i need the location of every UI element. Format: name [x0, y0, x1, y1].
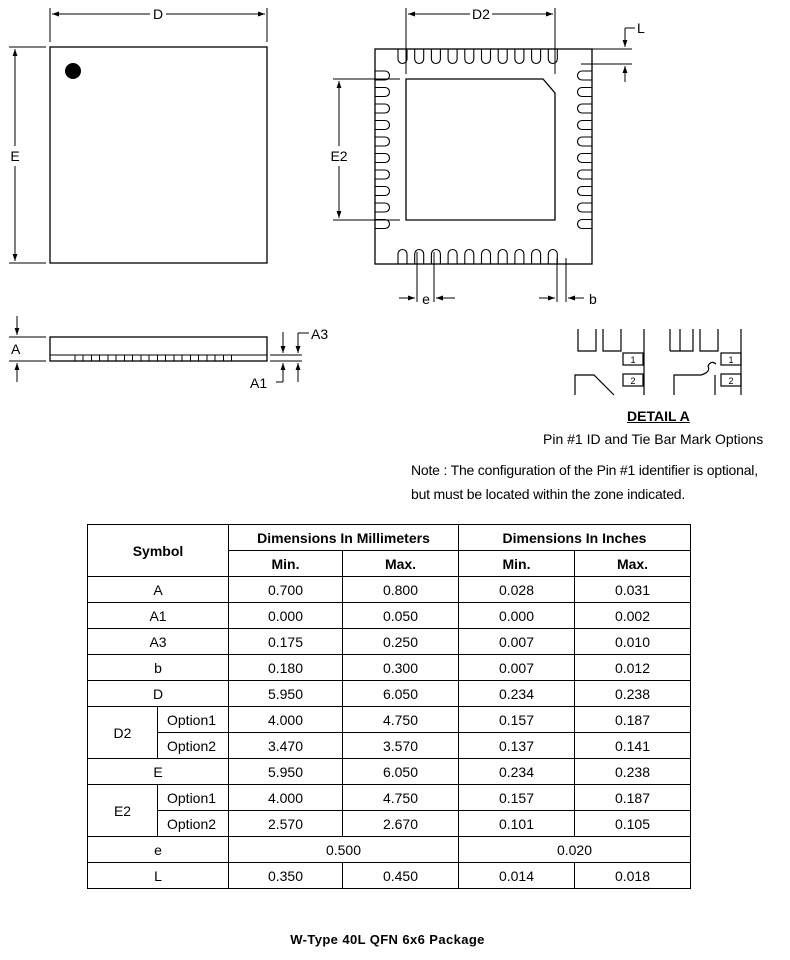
side-pad: [108, 355, 116, 361]
side-view: [9, 316, 328, 391]
in-max-cell: 0.187: [575, 785, 691, 811]
header-mm-max: Max.: [343, 551, 459, 577]
pad-left: [375, 137, 390, 146]
mm-min-cell: 4.000: [229, 707, 343, 733]
pad-right: [578, 137, 593, 146]
symbol-cell: A1: [88, 603, 229, 629]
pad-top: [548, 49, 557, 64]
side-pad: [158, 355, 166, 361]
dim-label-l: L: [637, 20, 645, 36]
in-min-cell: 0.000: [459, 603, 575, 629]
table-row: [88, 863, 691, 889]
dim-label-b: b: [589, 291, 597, 307]
table-row: [88, 837, 691, 863]
table-row: [88, 785, 691, 811]
pad-left: [375, 88, 390, 97]
package-caption: W-Type 40L QFN 6x6 Package: [290, 932, 485, 947]
in-max-cell: 0.012: [575, 655, 691, 681]
mm-min-cell: 5.950: [229, 759, 343, 785]
detail-a2-pin2: 2: [728, 376, 734, 386]
pad-top: [532, 49, 541, 64]
pad-top: [415, 49, 424, 64]
in-min-cell: 0.007: [459, 655, 575, 681]
table-row: [88, 603, 691, 629]
table-row: [88, 707, 691, 733]
note-line-2: but must be located within the zone indicated.: [411, 486, 686, 502]
in-min-cell: 0.028: [459, 577, 575, 603]
pad-bottom: [498, 250, 507, 264]
pad-top: [465, 49, 474, 64]
in-min-cell: 0.157: [459, 707, 575, 733]
mm-max-cell: 0.300: [343, 655, 459, 681]
in-min-cell: 0.137: [459, 733, 575, 759]
symbol-cell: A3: [88, 629, 229, 655]
pad-right: [578, 88, 593, 97]
pad-top: [448, 49, 457, 64]
bottom-view-body: [375, 49, 592, 264]
symbol-cell: E2: [88, 785, 158, 837]
in-min-cell: 0.007: [459, 629, 575, 655]
header-mm-min: Min.: [229, 551, 343, 577]
symbol-cell: A: [88, 577, 229, 603]
header-in: Dimensions In Inches: [459, 525, 691, 551]
pad-left: [375, 121, 390, 130]
pad-left: [375, 203, 390, 212]
table-row: [88, 629, 691, 655]
pad-bottom: [482, 250, 491, 264]
pad-left: [375, 104, 390, 113]
in-min-cell: 0.157: [459, 785, 575, 811]
mm-min-cell: 4.000: [229, 785, 343, 811]
detail-title: DETAIL A: [627, 408, 690, 424]
pad-right: [578, 170, 593, 179]
side-pad: [141, 355, 149, 361]
header-mm: Dimensions In Millimeters: [229, 525, 459, 551]
side-pad: [207, 355, 215, 361]
mm-min-cell: 0.350: [229, 863, 343, 889]
mm-max-cell: 6.050: [343, 759, 459, 785]
pad-bottom: [515, 250, 524, 264]
in-max-cell: 0.105: [575, 811, 691, 837]
pad-right: [578, 154, 593, 163]
detail-a1-pin1: 1: [630, 355, 636, 365]
exposed-pad: [406, 79, 555, 220]
side-pad: [191, 355, 199, 361]
dim-label-e-pitch: e: [422, 291, 430, 307]
in-min-cell: 0.234: [459, 681, 575, 707]
mm-min-cell: 5.950: [229, 681, 343, 707]
pad-left: [375, 220, 390, 229]
header-in-max: Max.: [575, 551, 691, 577]
symbol-cell: e: [88, 837, 229, 863]
dim-label-a: A: [11, 341, 21, 357]
pad-left: [375, 154, 390, 163]
in-max-cell: 0.187: [575, 707, 691, 733]
mm-max-cell: 0.450: [343, 863, 459, 889]
pad-right: [578, 203, 593, 212]
option-cell: Option2: [158, 811, 229, 837]
mm-max-cell: 2.670: [343, 811, 459, 837]
pad-bottom: [465, 250, 474, 264]
header-in-min: Min.: [459, 551, 575, 577]
mm-min-cell: 2.570: [229, 811, 343, 837]
dim-label-d2: D2: [472, 6, 490, 22]
side-view-pads: [75, 355, 232, 361]
pad-right: [578, 71, 593, 80]
pad-top: [515, 49, 524, 64]
option-cell: Option1: [158, 785, 229, 811]
in-max-cell: 0.002: [575, 603, 691, 629]
mm-max-cell: 4.750: [343, 707, 459, 733]
dimension-table: [87, 524, 691, 889]
symbol-cell: D: [88, 681, 229, 707]
mm-max-cell: 0.250: [343, 629, 459, 655]
pin1-dot-icon: [65, 63, 81, 79]
bottom-view-pads: [375, 49, 592, 264]
mm-min-cell: 0.180: [229, 655, 343, 681]
mm-max-cell: 0.800: [343, 577, 459, 603]
detail-subtitle: Pin #1 ID and Tie Bar Mark Options: [543, 431, 764, 447]
bottom-view: [330, 6, 645, 307]
in-max-cell: 0.031: [575, 577, 691, 603]
in-max-cell: 0.238: [575, 759, 691, 785]
table-row: [88, 577, 691, 603]
dim-label-e2: E2: [330, 148, 348, 164]
mm-min-cell: 0.000: [229, 603, 343, 629]
in-nominal-cell: 0.020: [459, 837, 691, 863]
mm-min-cell: 3.470: [229, 733, 343, 759]
note-line-1: Note : The configuration of the Pin #1 identifier is optional,: [411, 462, 758, 478]
pad-bottom: [448, 250, 457, 264]
mm-max-cell: 4.750: [343, 785, 459, 811]
pad-right: [578, 187, 593, 196]
table-row: [88, 733, 691, 759]
pad-top: [498, 49, 507, 64]
mm-min-cell: 0.175: [229, 629, 343, 655]
table-row: [88, 681, 691, 707]
top-view: [9, 6, 267, 263]
option-cell: Option2: [158, 733, 229, 759]
side-pad: [224, 355, 232, 361]
side-pad: [125, 355, 133, 361]
mm-min-cell: 0.700: [229, 577, 343, 603]
mm-max-cell: 0.050: [343, 603, 459, 629]
dim-label-a1: A1: [250, 375, 268, 391]
mm-max-cell: 6.050: [343, 681, 459, 707]
symbol-cell: D2: [88, 707, 158, 759]
pad-bottom: [415, 250, 424, 264]
table-row: [88, 759, 691, 785]
pad-bottom: [398, 250, 407, 264]
side-pad: [75, 355, 83, 361]
mm-nominal-cell: 0.500: [229, 837, 459, 863]
pad-left: [375, 170, 390, 179]
in-max-cell: 0.010: [575, 629, 691, 655]
table-row: [88, 811, 691, 837]
table-row: [88, 655, 691, 681]
pad-right: [578, 104, 593, 113]
in-min-cell: 0.234: [459, 759, 575, 785]
dim-label-e: E: [10, 148, 20, 164]
pad-left: [375, 187, 390, 196]
detail-a2-pin1: 1: [728, 355, 734, 365]
in-max-cell: 0.141: [575, 733, 691, 759]
symbol-cell: E: [88, 759, 229, 785]
in-min-cell: 0.101: [459, 811, 575, 837]
detail-a1-pin2: 2: [630, 376, 636, 386]
header-symbol: Symbol: [88, 525, 229, 577]
pad-bottom: [532, 250, 541, 264]
dim-label-d: D: [152, 6, 164, 22]
top-view-body: [50, 47, 267, 263]
in-max-cell: 0.238: [575, 681, 691, 707]
pad-bottom: [548, 250, 557, 264]
side-pad: [92, 355, 100, 361]
in-max-cell: 0.018: [575, 863, 691, 889]
dim-label-a3: A3: [311, 326, 329, 342]
option-cell: Option1: [158, 707, 229, 733]
pad-top: [482, 49, 491, 64]
mm-max-cell: 3.570: [343, 733, 459, 759]
pad-bottom: [431, 250, 440, 264]
in-min-cell: 0.014: [459, 863, 575, 889]
pad-right: [578, 121, 593, 130]
pad-top: [431, 49, 440, 64]
symbol-cell: L: [88, 863, 229, 889]
pad-right: [578, 220, 593, 229]
side-pad: [174, 355, 182, 361]
symbol-cell: b: [88, 655, 229, 681]
